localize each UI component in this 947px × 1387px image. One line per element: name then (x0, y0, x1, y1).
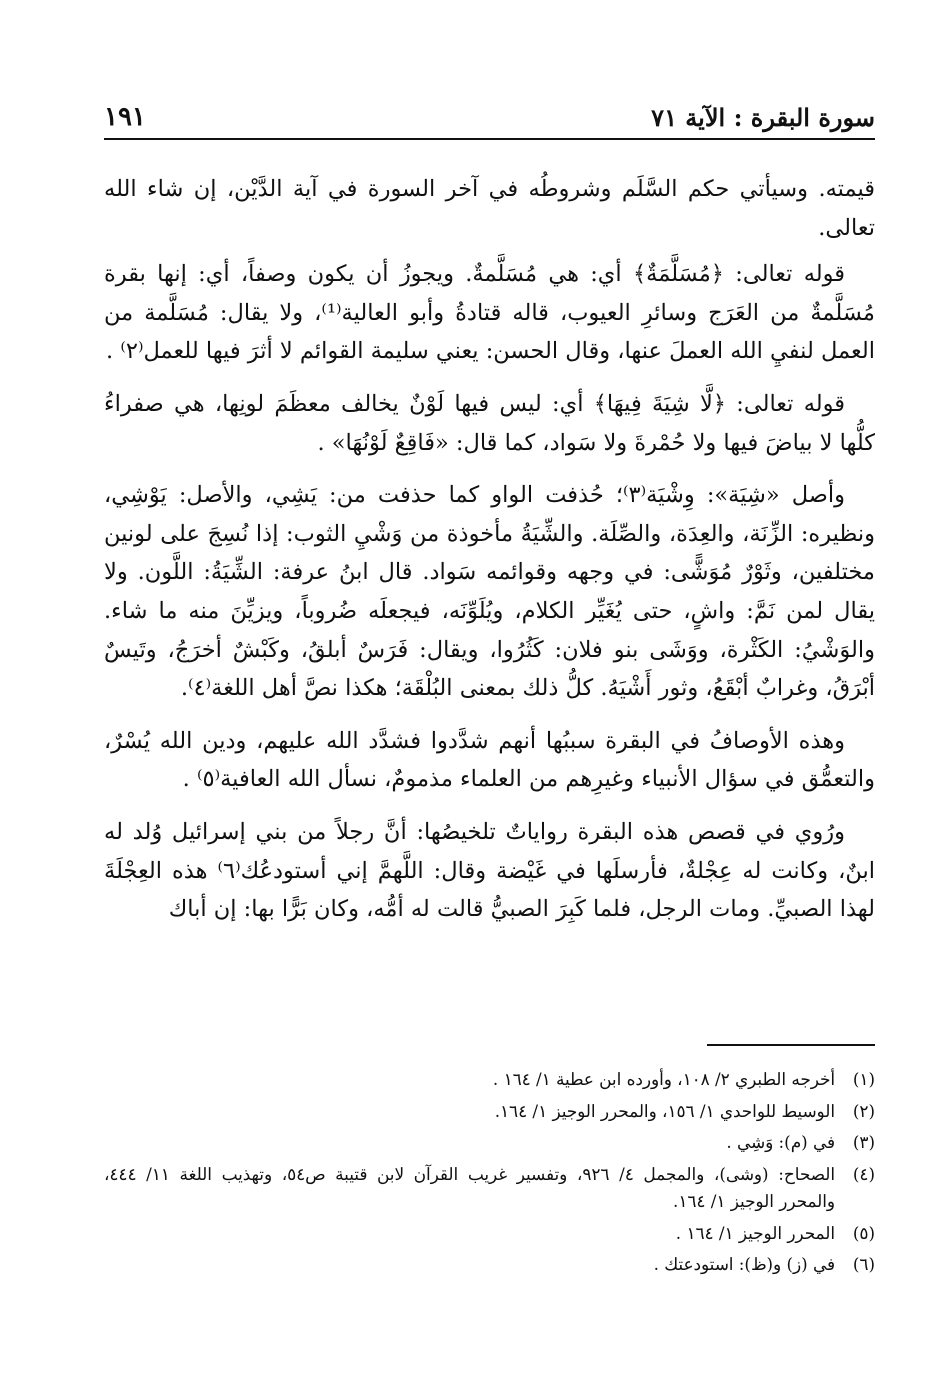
footnote-number: (٤) (852, 1163, 875, 1184)
paragraph: قيمته. وسيأتي حكم السَّلَم وشروطُه في آخر السورة في آية الدَّيْن، إن شاء الله تعالى. (104, 176, 875, 241)
footnote-separator (707, 1044, 875, 1046)
footnote-number: (١) (852, 1069, 875, 1089)
page-number: ١٩١ (104, 102, 146, 132)
footnote (104, 1066, 875, 1094)
footnotes (104, 1066, 875, 1283)
footnote-text: الصحاح: (وشى)، والمجمل ٤/ ٩٢٦، وتفسير غريب القرآن لابن قتيبة ص٥٤، وتهذيب اللغة ١١/ ٤٤٤، والمحرر الوجيز ١/ ١٦٤. (104, 1163, 835, 1211)
footnote-number: (٢) (852, 1100, 875, 1121)
footnote-text: الوسيط للواحدي ١/ ١٥٦، والمحرر الوجيز ١/ ١٦٤. (494, 1100, 835, 1121)
footnote-text: المحرر الوجيز ١/ ١٦٤ . (675, 1222, 835, 1243)
footnote-number: (٦) (852, 1254, 875, 1274)
paragraph: قوله تعالى: ﴿لَّا شِيَةَ فِيهَا﴾ أي: ليس فيها لَوْنٌ يخالف معظَمَ لونِها، هي صفراءُ كلُّها لا بياضَ فيها ولا حُمْرةَ ولا سَواد، كما قال: «فَاقِعٌ لَوْنُهَا» . (104, 390, 875, 456)
footnote-text: في (ز) و(ظ): استودعتك . (653, 1254, 835, 1274)
footnote (104, 1098, 875, 1126)
running-title: سورة البقرة : الآية ٧١ (651, 103, 875, 132)
footnote-number: (٥) (852, 1222, 875, 1243)
footnote (104, 1129, 875, 1157)
paragraph: وهذه الأوصافُ في البقرة سببُها أنهم شدَّدوا فشدَّد الله عليهم، ودين الله يُسْرٌ، والتعمُّق في سؤال الأنبياء وغيرِهم من العلماء مذمومٌ، نسأل الله العافية⁽٥⁾ . (104, 727, 875, 793)
footnote (104, 1220, 875, 1248)
footnote-text: أخرجه الطبري ٢/ ١٠٨، وأورده ابن عطية ١/ ١٦٤ . (492, 1069, 835, 1089)
paragraph: قوله تعالى: ﴿مُسَلَّمَةٌ﴾ أي: هي مُسَلَّمةٌ. ويجوزُ أن يكون وصفاً، أي: إنها بقرة مُسَلَّمةٌ من العَرَج وسائرِ العيوب، قاله قتادةُ وأبو العالية⁽¹⁾، ولا يقال: مُسَلَّمة من العمل لنفيِ الله العملَ عنها، وقال الحسن: يعني سليمة القوائم لا أثرَ فيها للعمل⁽٢⁾ . (104, 261, 875, 365)
footnote (104, 1251, 875, 1279)
paragraph: ورُوي في قصص هذه البقرة رواياتٌ تلخيصُها: أنَّ رجلاً من بني إسرائيل وُلد له ابنٌ، وكانت له عِجْلةٌ، فأرسلَها في غَيْضة وقال: اللَّهمَّ إني أستودعُك⁽٦⁾ هذه العِجْلَةَ لهذا الصبيِّ. ومات الرجل، فلما كَبِرَ الصبيُّ قالت له أمُّه، وكان بَرًّا بها: إن أباك (104, 818, 875, 923)
footnote-number: (٣) (852, 1132, 875, 1152)
paragraph: وأصل «شِيَة»: وِشْيَة⁽٣⁾؛ حُذفت الواو كما حذفت من: يَشِي، والأصل: يَوْشِي، ونظيره: الزِّنَة، والعِدَة، والصِّلَة. والشِّيَةُ مأخوذة من وَشْيِ الثوب: إذا نُسِجَ على لونين مختلفين، وثَوْرٌ مُوَشًّى: في وجهه وقوائمه سَواد. قال ابنُ عرفة: الشِّيَةُ: اللَّون. ولا يقال لمن نَمَّ: واشٍ، حتى يُغَيِّر الكلام، ويُلَوِّنَه، فيجعلَه ضُروباً، ويزيِّنَ منه ما شاء. والوَشْيُ: الكَثْرة، ووَشَى بنو فلان: كَثُرُوا، ويقال: فَرَسٌ أبلقُ، وكَبْشٌ أخرَجُ، وتَيسٌ أبْرَقُ، وغرابٌ أبْقَعُ، وثور أَشْيَهُ. كلُّ ذلك بمعنى البُلْقَة؛ هكذا نصَّ أهل اللغة⁽٤⁾. (104, 482, 875, 702)
main-text (104, 170, 875, 943)
footnote (104, 1161, 875, 1216)
page-header (104, 92, 875, 140)
footnote-text: في (م): وَشِي . (726, 1132, 835, 1152)
